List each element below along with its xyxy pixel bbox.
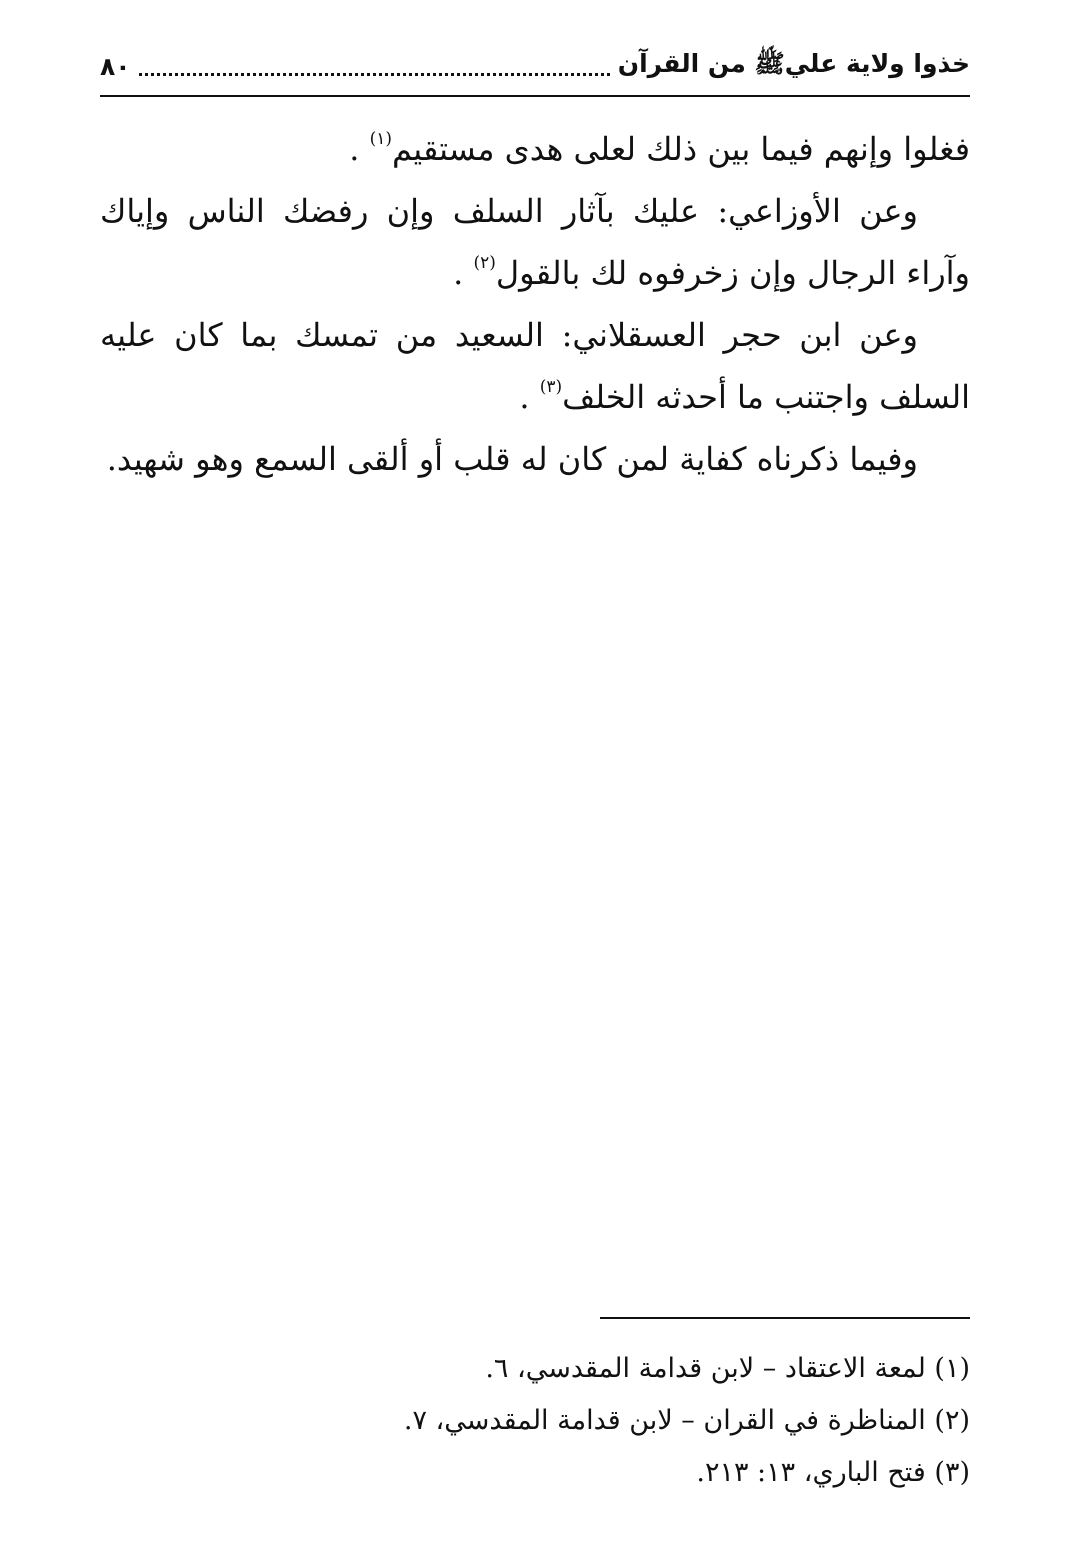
paragraph-text: فغلوا وإنهم فيما بين ذلك لعلى هدى مستقيم (392, 130, 970, 168)
footnotes (100, 1343, 970, 1499)
footnote-ref-3: (٣) (539, 377, 563, 397)
header-rule (100, 95, 970, 97)
paragraph-end: . (349, 130, 360, 168)
footnote-separator (600, 1317, 970, 1319)
running-header (100, 44, 970, 88)
footnote-3: (٣) فتح الباري، ١٣: ٢١٣. (696, 1457, 970, 1488)
body-text (100, 118, 970, 490)
footnote-ref-2: (٢) (473, 253, 496, 273)
footnote-ref-1: (١) (369, 129, 392, 149)
paragraph-text: وفيما ذكرناه كفاية لمن كان له قلب أو ألقى السمع وهو شهيد. (106, 440, 918, 478)
header-dot-leader (139, 73, 610, 76)
page-number: ٨٠ (100, 51, 131, 81)
paragraph-1 (100, 118, 970, 180)
paragraph-2 (100, 180, 970, 304)
paragraph-text: وعن ابن حجر العسقلاني: السعيد من تمسك بما كان عليه السلف واجتنب ما أحدثه الخلف (100, 316, 970, 416)
footnote-2: (٢) المناظرة في القران – لابن قدامة المقدسي، ٧. (403, 1405, 970, 1436)
paragraph-end: . (519, 378, 530, 416)
paragraph-end: . (453, 254, 464, 292)
paragraph-3 (100, 304, 970, 428)
footnote-1: (١) لمعة الاعتقاد – لابن قدامة المقدسي، ٦. (485, 1353, 970, 1384)
paragraph-4 (100, 428, 970, 490)
paragraph-text: وعن الأوزاعي: عليك بآثار السلف وإن رفضك الناس وإياك وآراء الرجال وإن زخرفوه لك بالقول (100, 192, 970, 292)
header-title: خذوا ولاية عليﷺ من القرآن (617, 48, 970, 78)
